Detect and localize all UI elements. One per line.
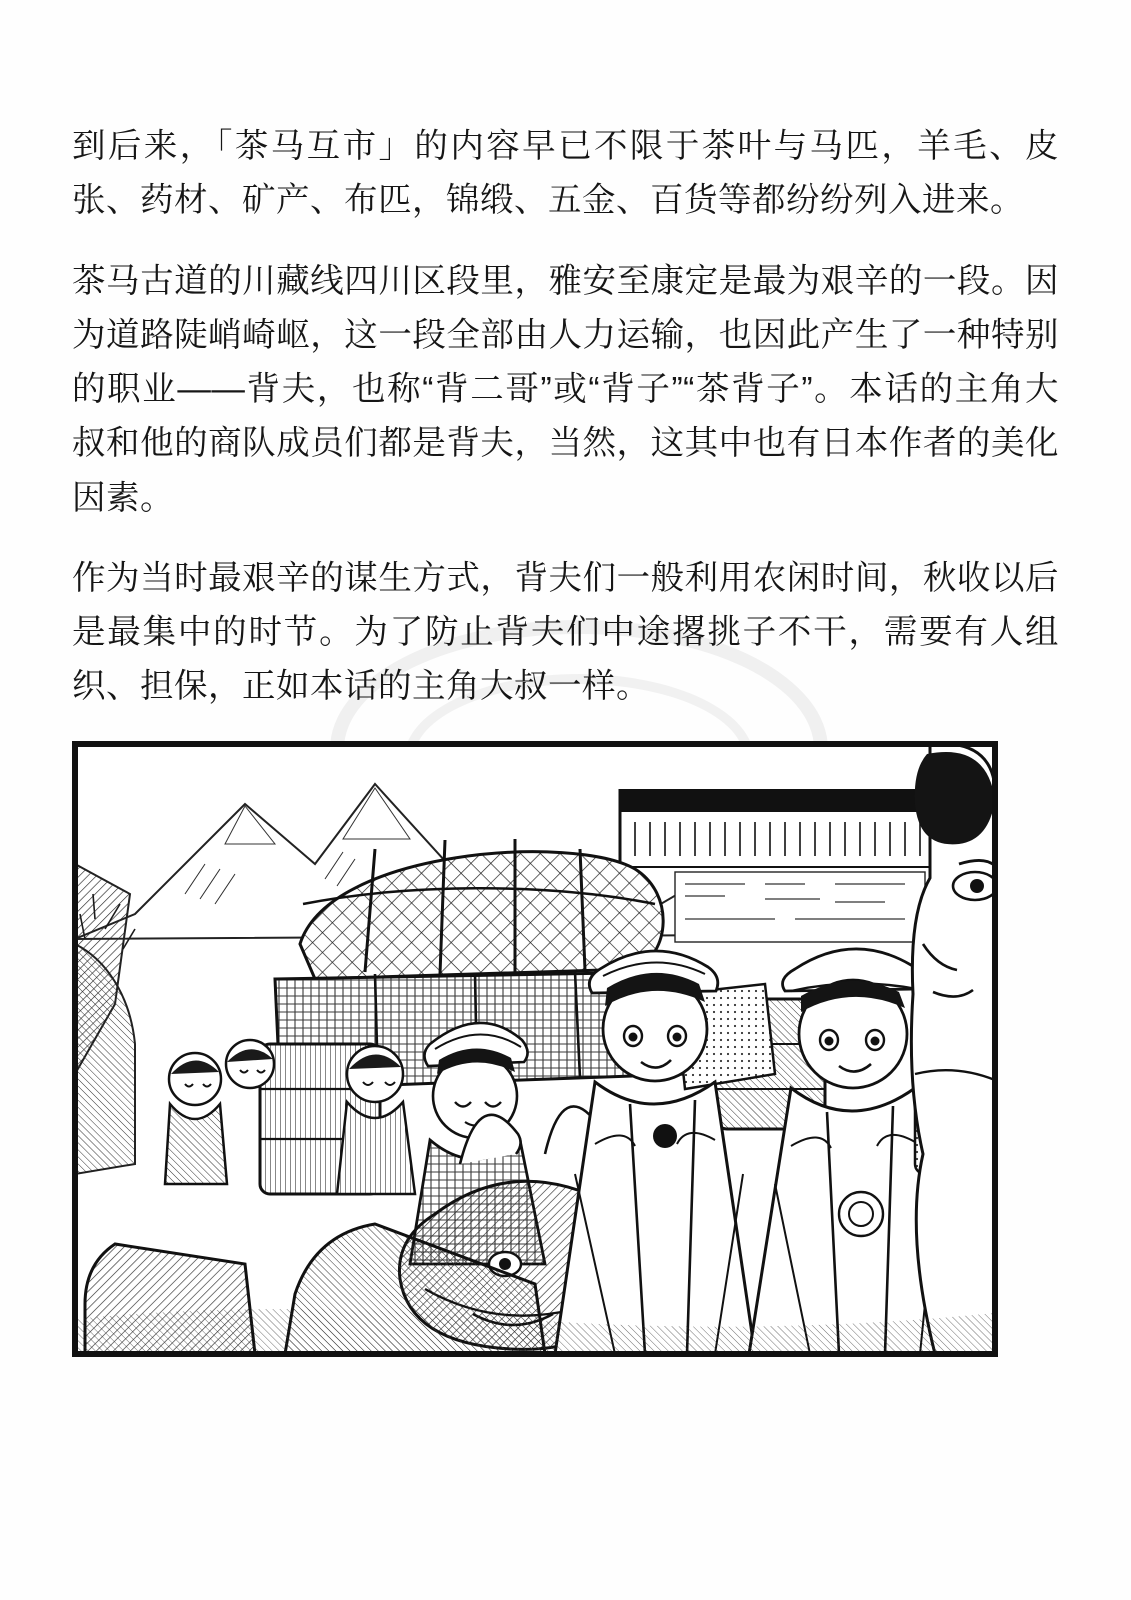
manga-panel-caravan <box>72 741 998 1357</box>
porter-small-3 <box>337 1046 415 1194</box>
paragraph-2: 茶马古道的川藏线四川区段里，雅安至康定是最为艰辛的一段。因为道路陡峭崎岖，这一段全部由人力运输，也因此产生了一种特别的职业——背夫，也称“背二哥”或“背子”“茶背子”。本话的主角大叔和他的商队成员们都是背夫，当然，这其中也有日本作者的美化因素。 <box>72 262 1059 517</box>
left-slope <box>75 864 135 1174</box>
manga-illustration <box>75 744 995 1354</box>
paragraph-1: 到后来，「茶马互市」的内容早已不限于茶叶与马匹，羊毛、皮张、药材、矿产、布匹，锦缎、五金、百货等都纷纷列入进来。 <box>72 128 1059 220</box>
article-body <box>72 120 1059 715</box>
porter-small-1 <box>165 1053 227 1184</box>
paragraph-3: 作为当时最艰辛的谋生方式，背夫们一般利用农闲时间，秋收以后是最集中的时节。为了防止背夫们中途撂挑子不干，需要有人组织、担保，正如本话的主角大叔一样。 <box>72 559 1059 706</box>
porter-small-2 <box>226 1040 274 1088</box>
